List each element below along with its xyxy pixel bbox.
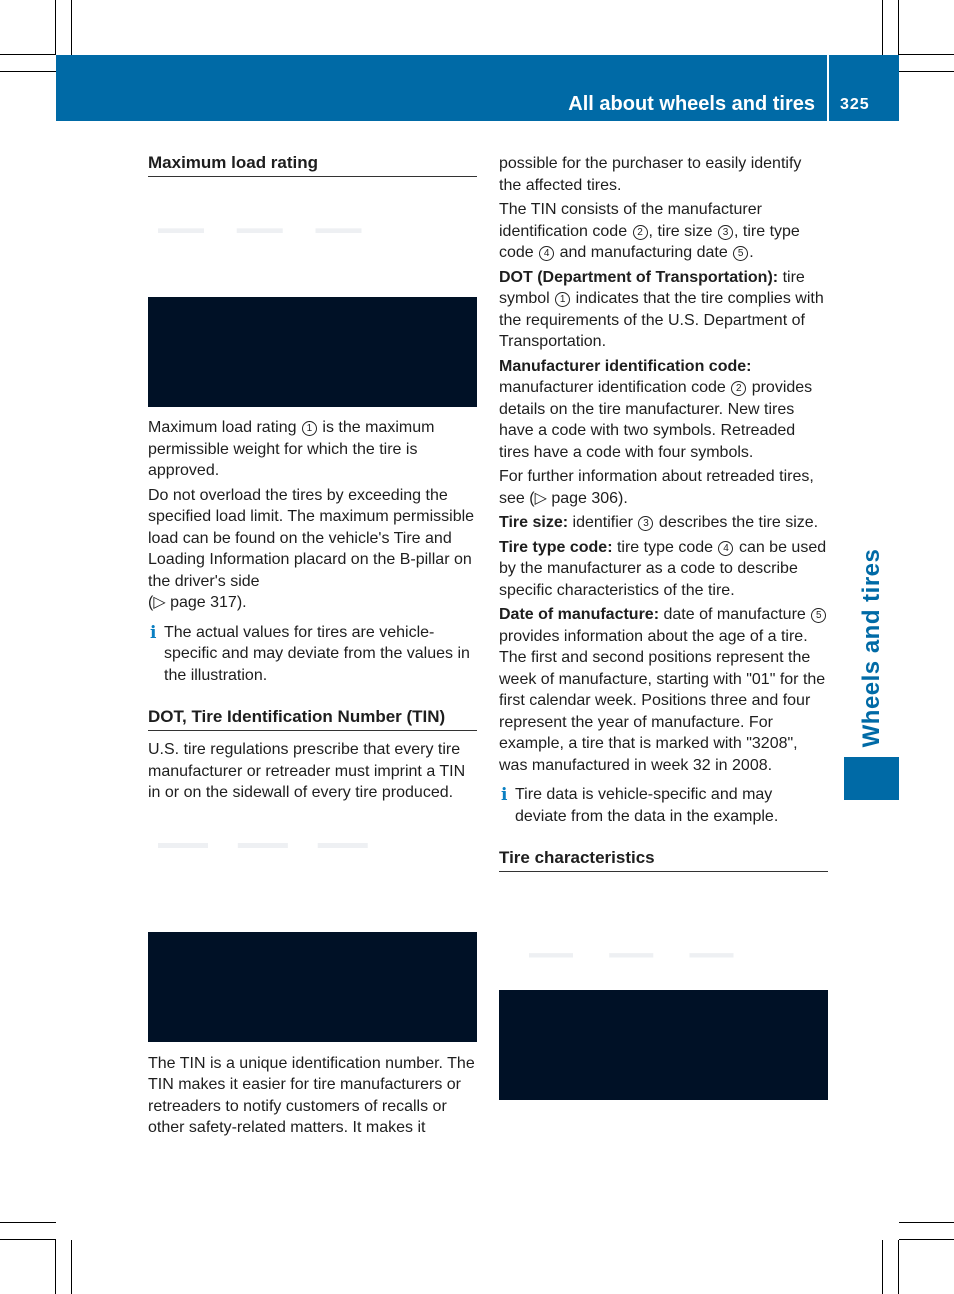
tire-characteristics-heading: Tire characteristics	[499, 847, 828, 872]
crop-mark	[899, 54, 954, 55]
callout-5-icon: 5	[733, 246, 748, 261]
crop-mark	[898, 1240, 899, 1294]
crop-mark	[0, 54, 56, 55]
term-label: Tire size:	[499, 514, 569, 531]
text: The TIN is a unique identification number. The TIN makes it easier for tire manufacturers or retreaders to notify customers of recalls or other safety-related matters. It makes it	[148, 1054, 475, 1136]
note-text: The actual values for tires are vehicle-specific and may deviate from the values in the illustration.	[164, 623, 470, 684]
info-icon: i	[501, 785, 508, 805]
crop-mark	[0, 71, 56, 72]
crop-mark	[55, 0, 56, 55]
illustration-shadow	[148, 932, 477, 1042]
info-note	[499, 784, 828, 827]
crop-mark	[55, 1240, 56, 1294]
text: date of manufacture	[663, 606, 806, 623]
callout-5-icon: 5	[811, 608, 826, 623]
callout-1-icon: 1	[555, 292, 570, 307]
page-header	[56, 55, 899, 121]
text: describes the tire size.	[658, 514, 819, 531]
chapter-tab-label: Wheels and tires	[857, 548, 885, 747]
text: Do not overload the tires by exceeding the specified load limit. The maximum permissible load can be found on the vehicle's Tire and Loading Information placard on the B-pillar on the driver's side	[148, 486, 475, 590]
illustration-embossing: — — —	[158, 813, 376, 870]
term-label: Manufacturer identification code:	[499, 357, 752, 375]
left-column	[148, 152, 477, 1142]
text: manufacturer identification code	[499, 379, 726, 396]
text: , tire type code	[499, 222, 800, 261]
page-reference-317[interactable]: (▷ page 317).	[148, 594, 247, 611]
text: can be used by the manufacturer as a code to describe specific characteristics of the tire.	[499, 538, 827, 599]
text: tire type code	[616, 538, 714, 556]
text: identifier	[572, 514, 634, 531]
chapter-tab	[844, 540, 899, 755]
text: .	[749, 244, 754, 261]
crop-mark	[882, 0, 883, 55]
illustration-shadow	[148, 297, 477, 407]
crop-mark	[882, 1240, 883, 1294]
info-note	[148, 622, 477, 687]
term-label: Tire type code:	[499, 538, 613, 556]
callout-4-icon: 4	[718, 541, 733, 556]
chapter-tab-marker	[844, 757, 899, 800]
text: , tire size	[648, 222, 713, 240]
tin-illustration	[148, 812, 477, 1042]
text: provides details on the tire manufacturer. New tires have a code with two symbols. Retreaded tires have a code with four symbols.	[499, 379, 813, 461]
callout-2-icon: 2	[731, 381, 746, 396]
crop-mark	[899, 1239, 954, 1240]
header-divider	[827, 55, 829, 121]
text: tire symbol	[499, 268, 805, 307]
text: U.S. tire regulations prescribe that every tire manufacturer or retreader must imprint a TIN in or on the sidewall of every tire produced.	[148, 741, 466, 801]
illustration-shadow	[499, 990, 828, 1100]
note-text: Tire data is vehicle-specific and may deviate from the data in the example.	[515, 786, 779, 825]
text: is the maximum permissible weight for which the tire is approved.	[148, 419, 435, 479]
page-number: 325	[840, 96, 870, 113]
right-column	[499, 153, 828, 1100]
max-load-illustration	[148, 177, 477, 407]
callout-2-icon: 2	[633, 225, 648, 240]
term-label: DOT (Department of Transportation):	[499, 268, 779, 286]
crop-mark	[71, 0, 72, 55]
tire-characteristics-illustration	[499, 872, 828, 1100]
max-load-heading: Maximum load rating	[148, 152, 477, 177]
text: indicates that the tire complies with the requirements of the U.S. Department of Transportation.	[499, 290, 824, 350]
text: and manufacturing date	[559, 244, 728, 261]
text: provides information about the age of a tire. The first and second positions represent the week of manufacture, starting with "01" for the first calendar week. Positions three and four represent the year of manufacture. For example, a tire that is marked with "3208", was manufactured in week 32 in 2008.	[499, 627, 826, 774]
illustration-embossing: — — —	[158, 201, 372, 253]
info-icon: i	[150, 622, 157, 643]
callout-4-icon: 4	[539, 246, 554, 261]
callout-3-icon: 3	[718, 225, 733, 240]
crop-mark	[899, 1222, 954, 1223]
section-title: All about wheels and tires	[568, 93, 815, 115]
term-label: Date of manufacture:	[499, 606, 660, 623]
page-reference-306[interactable]: For further information about retreaded tires, see (▷ page 306).	[499, 468, 814, 507]
illustration-embossing: — — —	[529, 928, 746, 977]
crop-mark	[0, 1222, 56, 1223]
crop-mark	[898, 0, 899, 55]
crop-mark	[0, 1239, 56, 1240]
callout-3-icon: 3	[638, 516, 653, 531]
callout-1-icon: 1	[302, 421, 317, 436]
text: The TIN consists of the manufacturer identification code	[499, 201, 762, 240]
tin-heading: DOT, Tire Identification Number (TIN)	[148, 706, 477, 731]
text: possible for the purchaser to easily identify the affected tires.	[499, 155, 802, 194]
crop-mark	[899, 71, 954, 72]
text: Maximum load rating	[148, 419, 297, 436]
crop-mark	[71, 1240, 72, 1294]
